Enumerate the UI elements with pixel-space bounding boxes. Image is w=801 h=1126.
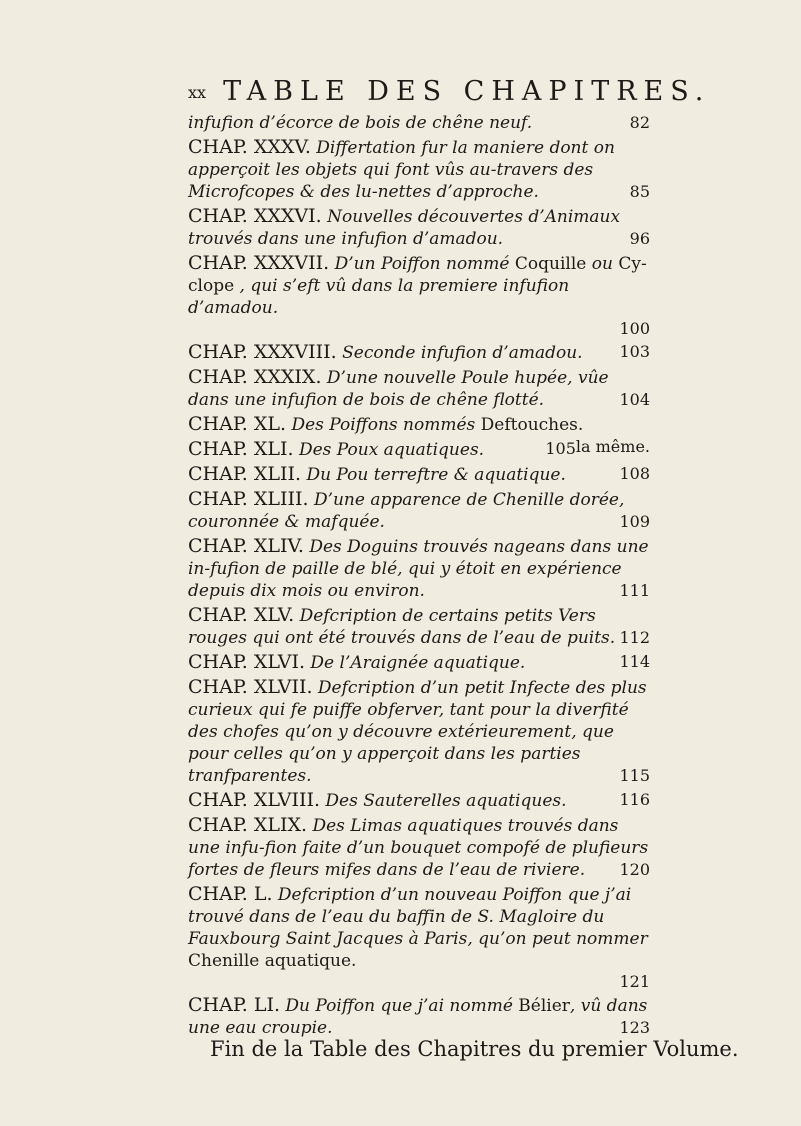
chapter-title: Des Limas aquatiques trouvés dans une infu-fion faite d’un bouquet compofé de plufieurs fortes de fleurs mifes dans de l’eau de riviere. bbox=[188, 816, 649, 880]
chapter-number: CHAP. LI. bbox=[188, 994, 281, 1016]
chapter-number: CHAP. XLII. bbox=[188, 463, 302, 485]
chapter-number: CHAP. XXXVIII. bbox=[188, 341, 337, 363]
chapter-number: CHAP. XLVI. bbox=[188, 651, 305, 673]
toc-entry bbox=[188, 789, 650, 812]
toc-entry bbox=[188, 604, 650, 649]
title-text: Du Poiffon que j’ai nommé bbox=[285, 996, 519, 1016]
toc-entry bbox=[188, 463, 650, 486]
table-of-contents bbox=[188, 112, 650, 1041]
page-ref: 116 bbox=[619, 790, 650, 809]
chapter-number: CHAP. XLV. bbox=[188, 604, 295, 626]
running-header bbox=[188, 76, 711, 107]
chapter-title: Differtation fur la maniere dont on apperçoit les objets qui font vûs au-travers des Microfcopes & des lu-nettes d’approche. bbox=[188, 138, 615, 202]
page-ref: 85 bbox=[629, 182, 650, 201]
title-roman-text: Coquille bbox=[514, 254, 587, 274]
chapter-title: De l’Araignée aquatique. bbox=[310, 653, 526, 673]
page-ref: 120 bbox=[619, 860, 650, 879]
toc-entry bbox=[188, 535, 650, 602]
page-ref: 96 bbox=[629, 229, 650, 248]
page-number: xx bbox=[188, 83, 207, 102]
chapter-title: Des Poux aquatiques. bbox=[298, 440, 485, 460]
chapter-title: Defcription d’un petit Infecte des plus curieux qui fe puiffe obferver, tant pour la diverfité des chofes qu’on y découvre extérieurement, que pour celles qu’on y apperçoit dans les parties tranfparentes. bbox=[188, 678, 647, 786]
title-text: Des Poiffons nommés bbox=[291, 415, 481, 435]
toc-entry bbox=[188, 136, 650, 203]
title-text: D’un Poiffon nommé bbox=[334, 254, 515, 274]
toc-entry bbox=[188, 814, 650, 881]
page-ref: 109 bbox=[619, 512, 650, 531]
chapter-title: Du Pou terreftre & aquatique. bbox=[306, 465, 566, 485]
page-ref: 114 bbox=[619, 652, 650, 671]
title-roman-text: Deftouches. bbox=[480, 415, 584, 435]
chapter-number: CHAP. XXXV. bbox=[188, 136, 311, 158]
toc-entry bbox=[188, 112, 650, 134]
title-text: , qui s’eft vû dans la premiere infufion d’amadou. bbox=[188, 276, 570, 318]
title-text: Defcription d’un nouveau Poiffon que j’ai trouvé dans de l’eau du baffin de S. Magloire du Fauxbourg Saint Jacques à Paris, qu’on peut nommer bbox=[188, 885, 648, 949]
chapter-title: D’une apparence de Chenille dorée, couronnée & mafquée. bbox=[188, 490, 625, 532]
toc-entry bbox=[188, 488, 650, 533]
toc-entry bbox=[188, 994, 650, 1039]
page-ref: 100 bbox=[619, 319, 650, 338]
chapter-title bbox=[291, 415, 583, 435]
chapter-title: D’une nouvelle Poule hupée, vûe dans une infufion de bois de chêne flotté. bbox=[188, 368, 609, 410]
toc-entry bbox=[188, 651, 650, 674]
page-ref: 115 bbox=[619, 766, 650, 785]
chapter-number: CHAP. XL. bbox=[188, 413, 287, 435]
page-ref: 82 bbox=[629, 113, 650, 132]
chapter-number: CHAP. XXXIX. bbox=[188, 366, 322, 388]
chapter-number: CHAP. XLIII. bbox=[188, 488, 309, 510]
chapter-number: CHAP. XLVII. bbox=[188, 676, 313, 698]
page-ref: 103 bbox=[619, 342, 650, 361]
page-ref: 104 bbox=[619, 390, 650, 409]
page-ref: 105 bbox=[545, 439, 576, 458]
page-ref: la même. bbox=[575, 437, 650, 456]
chapter-number: CHAP. L. bbox=[188, 883, 273, 905]
toc-entry bbox=[188, 341, 650, 364]
chapter-title: Des Doguins trouvés nageans dans une in-fufion de paille de blé, qui y étoit en expérience depuis dix mois ou environ. bbox=[188, 537, 649, 601]
page-ref: 111 bbox=[619, 581, 650, 600]
title-roman-text: Chenille aquatique. bbox=[188, 951, 357, 971]
toc-entry bbox=[188, 205, 650, 250]
chapter-number: CHAP. XXXVI. bbox=[188, 205, 322, 227]
closing-note: Fin de la Table des Chapitres du premier Volume. bbox=[210, 1037, 739, 1061]
chapter-number: CHAP. XLIV. bbox=[188, 535, 304, 557]
chapter-number: CHAP. XLVIII. bbox=[188, 789, 321, 811]
toc-entry bbox=[188, 366, 650, 411]
chapter-title: Seconde infufion d’amadou. bbox=[342, 343, 583, 363]
toc-entry bbox=[188, 676, 650, 787]
page-ref: 123 bbox=[619, 1018, 650, 1037]
chapter-title: Defcription de certains petits Vers rouges qui ont été trouvés dans de l’eau de puits. bbox=[188, 606, 616, 648]
page-ref: 112 bbox=[619, 628, 650, 647]
title-roman-text: Cy-clope bbox=[188, 254, 647, 296]
page-ref: 108 bbox=[619, 464, 650, 483]
chapter-number: CHAP. XXXVII. bbox=[188, 252, 330, 274]
chapter-title: Nouvelles découvertes d’Animaux trouvés dans une infufion d’amadou. bbox=[188, 207, 621, 249]
title-roman-text: Bélier bbox=[518, 996, 570, 1016]
chapter-title: Des Sauterelles aquatiques. bbox=[325, 791, 567, 811]
chapter-title: infufion d’écorce de bois de chêne neuf. bbox=[188, 113, 533, 133]
title-text: , vû dans une eau croupie. bbox=[188, 996, 648, 1038]
chapter-number: CHAP. XLIX. bbox=[188, 814, 308, 836]
chapter-number: CHAP. XLI. bbox=[188, 438, 294, 460]
toc-entry bbox=[188, 883, 650, 992]
toc-entry bbox=[188, 252, 650, 339]
page-title: TABLE DES CHAPITRES. bbox=[223, 76, 711, 107]
title-text: ou bbox=[586, 254, 619, 274]
page-ref: 121 bbox=[619, 972, 650, 991]
